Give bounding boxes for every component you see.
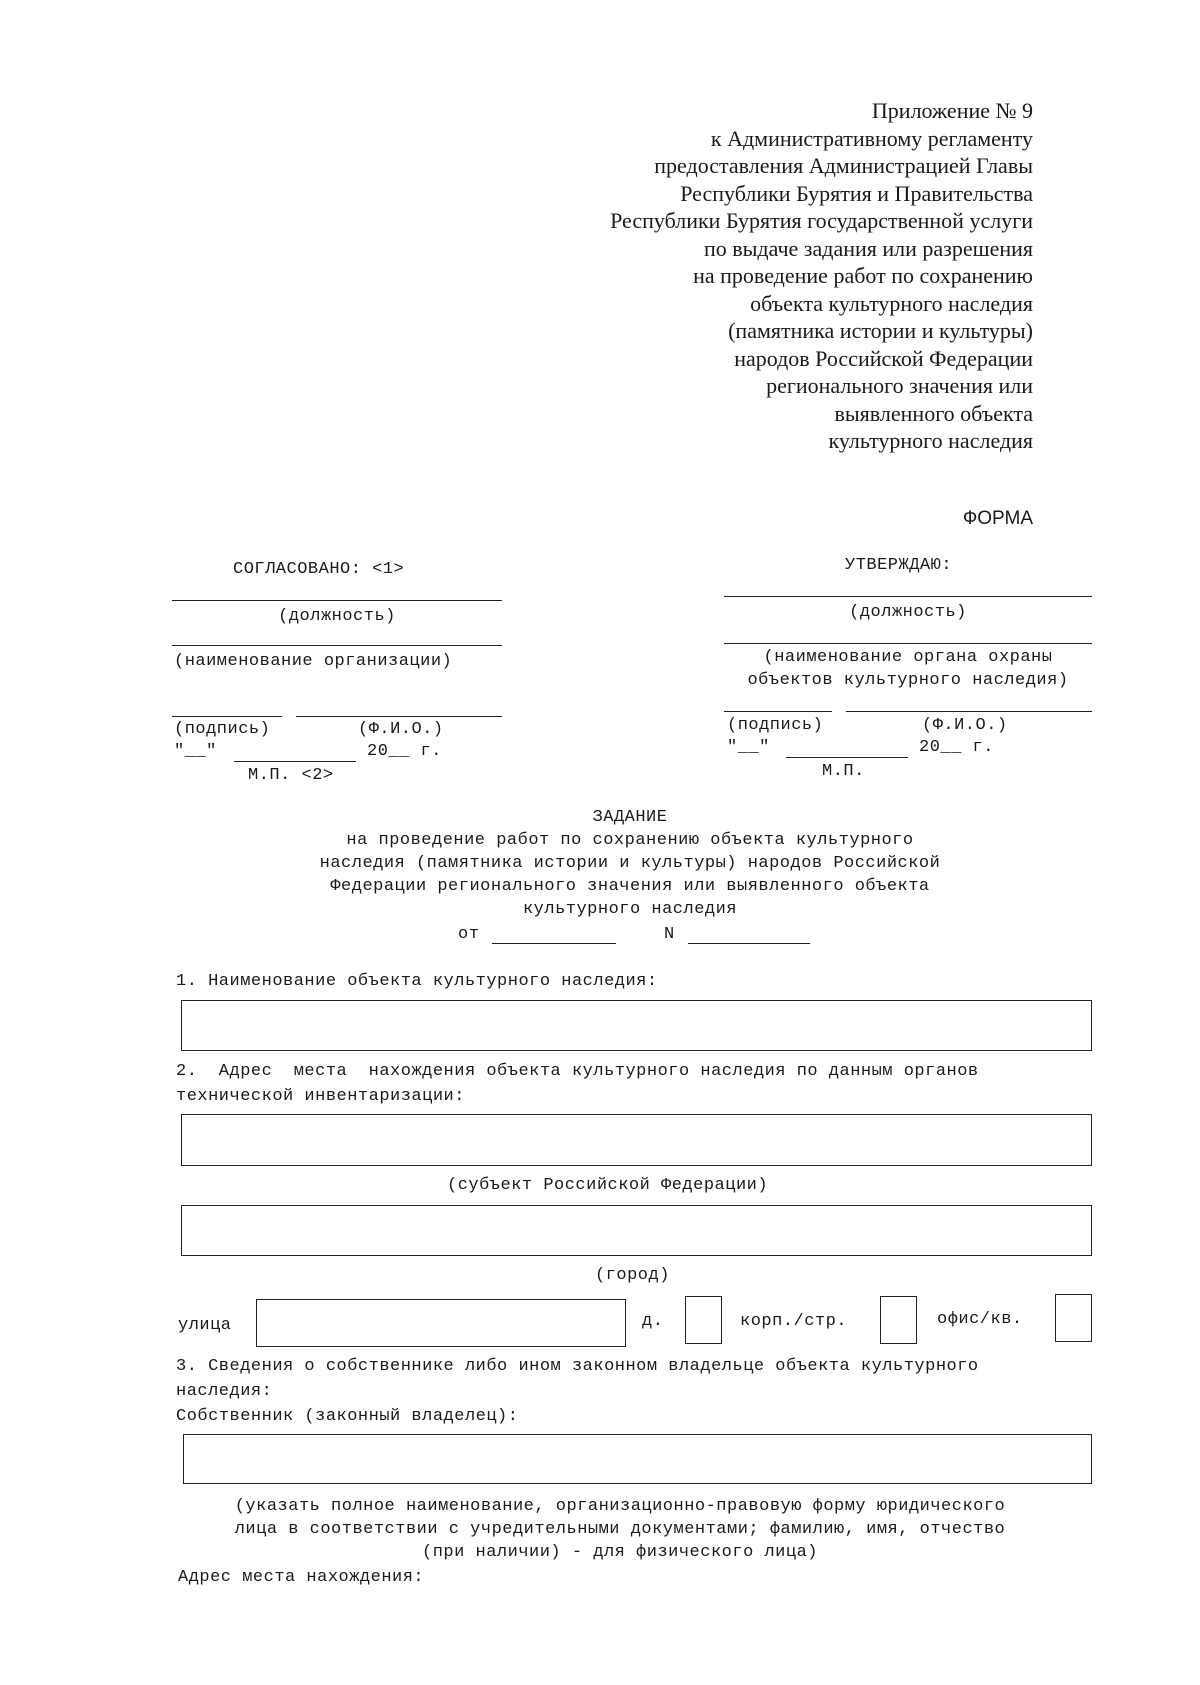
- date-day-left: "__": [174, 742, 217, 761]
- appendix-line: объекта культурного наследия: [750, 290, 1033, 316]
- building-field[interactable]: [880, 1296, 917, 1344]
- task-date-line[interactable]: [492, 943, 616, 944]
- owner-field[interactable]: [183, 1434, 1092, 1484]
- appendix-header: [473, 97, 1033, 455]
- section2-label-line1: 2. Адрес места нахождения объекта культурного наследия по данным органов: [176, 1062, 979, 1081]
- house-label: д.: [642, 1312, 664, 1331]
- date-year-left: 20__ г.: [367, 742, 442, 761]
- date-day-right: "__": [727, 738, 770, 757]
- owner-hint-line: лица в соответствии с учредительными документами; фамилию, имя, отчество: [234, 1520, 1006, 1539]
- task-title: ЗАДАНИЕ: [592, 808, 668, 827]
- appendix-line: предоставления Администрацией Главы: [654, 153, 1033, 178]
- fio-caption-right: (Ф.И.О.): [922, 716, 1008, 735]
- section3-label-line1: 3. Сведения о собственнике либо ином законном владельце объекта культурного: [176, 1357, 979, 1376]
- task-description-line: культурного наследия: [522, 900, 738, 919]
- appendix-line: по выдаче задания или разрешения: [703, 235, 1033, 261]
- appendix-line: Приложение № 9: [871, 98, 1033, 123]
- city-caption: (город): [595, 1266, 670, 1285]
- stamp-right: М.П.: [822, 762, 865, 781]
- office-label: офис/кв.: [937, 1310, 1023, 1329]
- street-field[interactable]: [256, 1299, 626, 1347]
- house-field[interactable]: [685, 1296, 722, 1344]
- signature-caption-left: (подпись): [174, 720, 271, 739]
- task-number-label: N: [664, 925, 675, 944]
- appendix-line: на проведение работ по сохранению: [693, 263, 1033, 288]
- appendix-line: Республики Бурятия и Правительства: [680, 180, 1033, 206]
- subject-caption: (субъект Российской Федерации): [447, 1176, 769, 1195]
- task-description-line: на проведение работ по сохранению объекта культурного: [346, 831, 914, 850]
- agreed-heading: СОГЛАСОВАНО: <1>: [233, 560, 405, 579]
- owner-hint-line: (при наличии) - для физического лица): [422, 1543, 818, 1562]
- owner-hint-line: (указать полное наименование, организационно-правовую форму юридического: [234, 1497, 1006, 1516]
- date-year-right: 20__ г.: [919, 738, 994, 757]
- subject-field[interactable]: [181, 1114, 1092, 1166]
- fio-caption-left: (Ф.И.О.): [358, 720, 444, 739]
- appendix-line: (памятника истории и культуры): [728, 318, 1033, 343]
- position-caption-left: (должность): [278, 607, 396, 626]
- section3-label-line2: наследия:: [176, 1382, 273, 1401]
- appendix-line: регионального значения или: [766, 373, 1033, 398]
- organization-line-right[interactable]: [724, 643, 1092, 644]
- task-number-line[interactable]: [688, 943, 810, 944]
- organization-caption-left: (наименование организации): [174, 652, 453, 671]
- appendix-line: выявленного объекта: [834, 400, 1033, 426]
- date-month-line-left[interactable]: [234, 761, 356, 762]
- fio-line-left[interactable]: [296, 716, 502, 717]
- position-line-left[interactable]: [172, 600, 502, 601]
- task-description-line: Федерации регионального значения или выявленного объекта: [330, 877, 930, 896]
- appendix-line: к Административному регламенту: [710, 125, 1033, 151]
- organization-caption-right-2: объектов культурного наследия): [747, 671, 1069, 690]
- appendix-line: народов Российской Федерации: [734, 345, 1033, 371]
- building-label: корп./стр.: [740, 1312, 848, 1331]
- office-field[interactable]: [1055, 1294, 1092, 1342]
- signature-caption-right: (подпись): [727, 716, 824, 735]
- appendix-line: культурного наследия: [828, 428, 1033, 453]
- organization-caption-right-1: (наименование органа охраны: [763, 648, 1053, 667]
- signature-line-right[interactable]: [724, 711, 832, 712]
- city-field[interactable]: [181, 1205, 1092, 1256]
- fio-line-right[interactable]: [846, 711, 1092, 712]
- organization-line-left[interactable]: [172, 645, 502, 646]
- heritage-object-name-field[interactable]: [181, 1000, 1092, 1051]
- address-label: Адрес места нахождения:: [178, 1568, 425, 1587]
- position-line-right[interactable]: [724, 596, 1092, 597]
- section1-label: 1. Наименование объекта культурного наследия:: [176, 972, 658, 991]
- signature-line-left[interactable]: [172, 716, 282, 717]
- section2-label-line2: технической инвентаризации:: [176, 1087, 465, 1106]
- task-description-line: наследия (памятника истории и культуры) народов Российской: [319, 854, 941, 873]
- appendix-line: Республики Бурятия государственной услуги: [610, 208, 1033, 233]
- owner-label: Собственник (законный владелец):: [176, 1407, 519, 1426]
- form-label: ФОРМА: [962, 508, 1033, 529]
- position-caption-right: (должность): [849, 603, 967, 622]
- date-month-line-right[interactable]: [786, 757, 908, 758]
- task-date-label: от: [458, 925, 480, 944]
- street-label: улица: [178, 1316, 232, 1335]
- approve-heading: УТВЕРЖДАЮ:: [845, 556, 953, 575]
- stamp-left: М.П. <2>: [248, 766, 334, 785]
